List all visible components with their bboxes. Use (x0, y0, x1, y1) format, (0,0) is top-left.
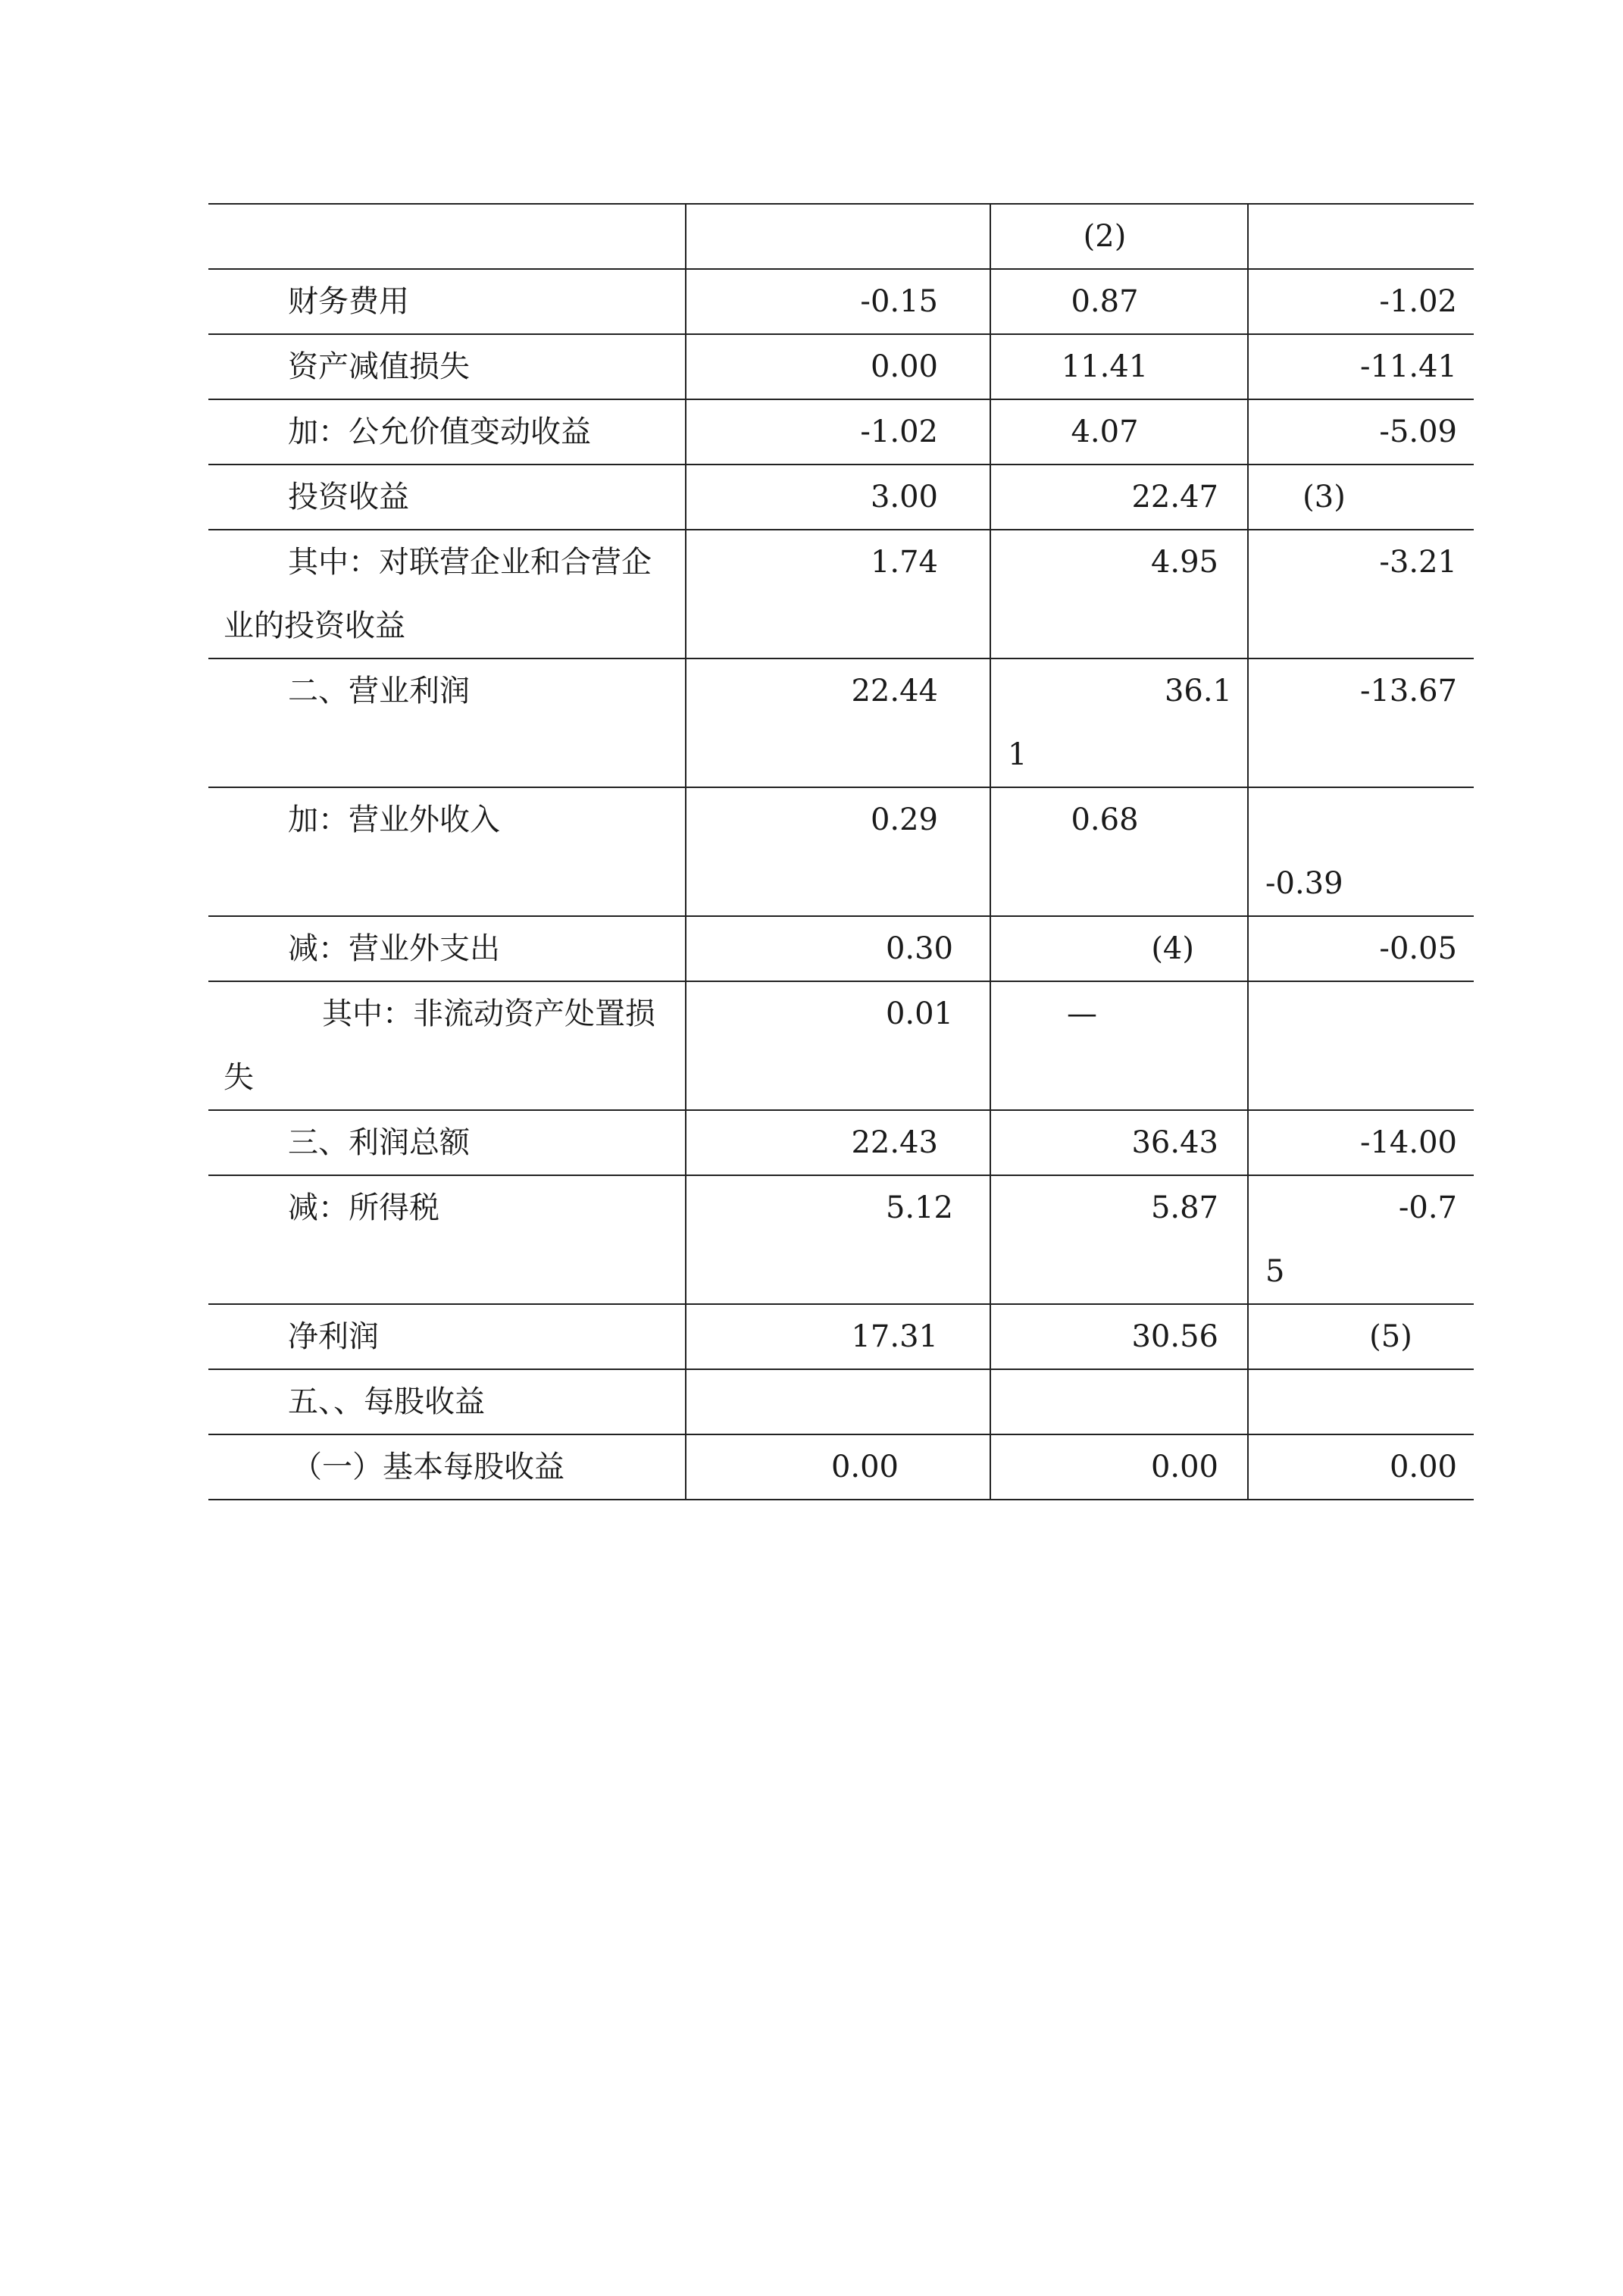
row-value-col3: 0.00 (1248, 1434, 1474, 1500)
row-value-col3: (5) (1248, 1304, 1474, 1369)
row-value-col3-part2: 5 (1265, 1254, 1285, 1289)
row-value-col1: -1.02 (686, 399, 990, 465)
row-value-col3: -3.21 (1248, 530, 1474, 658)
row-label: 减：营业外支出 (208, 916, 686, 981)
row-label: 净利润 (208, 1304, 686, 1369)
row-label: 其中：对联营企业和合营企业的投资收益 (208, 530, 686, 658)
header-col2: (2) (990, 204, 1248, 269)
row-value-col1: 0.00 (686, 334, 990, 399)
row-value-col1: 5.12 (686, 1175, 990, 1304)
row-value-col2 (990, 658, 1248, 787)
row-value-col3: -0.05 (1248, 916, 1474, 981)
row-value-col1: 22.43 (686, 1110, 990, 1175)
row-value-col2: — (990, 981, 1248, 1110)
row-value-col1: 22.44 (686, 658, 990, 787)
row-value-col3: -1.02 (1248, 269, 1474, 334)
header-col1 (686, 204, 990, 269)
table-row (208, 1175, 1474, 1304)
row-value-col3: -14.00 (1248, 1110, 1474, 1175)
table-row (208, 916, 1474, 981)
header-label-cell (208, 204, 686, 269)
table-row (208, 1304, 1474, 1369)
row-value-col1: 3.00 (686, 465, 990, 530)
row-value-col1: 17.31 (686, 1304, 990, 1369)
table-row-header (208, 204, 1474, 269)
row-value-col3 (1248, 787, 1474, 916)
row-value-col2: 0.68 (990, 787, 1248, 916)
row-value-col2: 22.47 (990, 465, 1248, 530)
row-value-col2-part2: 1 (1008, 737, 1027, 772)
row-value-col3: -11.41 (1248, 334, 1474, 399)
table-row (208, 399, 1474, 465)
row-label: 投资收益 (208, 465, 686, 530)
row-label: 减：所得税 (208, 1175, 686, 1304)
row-value-col2: 0.00 (990, 1434, 1248, 1500)
row-value-col2: 36.43 (990, 1110, 1248, 1175)
table-row (208, 1110, 1474, 1175)
row-value-col3 (1248, 981, 1474, 1110)
row-value-col2: 4.07 (990, 399, 1248, 465)
row-label: 三、利润总额 (208, 1110, 686, 1175)
income-statement-table (208, 203, 1474, 1500)
row-label: 二、营业利润 (208, 658, 686, 787)
row-label: 五、、每股收益 (208, 1369, 686, 1434)
row-label: （一）基本每股收益 (208, 1434, 686, 1500)
row-value-col1: 0.00 (686, 1434, 990, 1500)
row-value-col1: 0.29 (686, 787, 990, 916)
row-value-col1: 1.74 (686, 530, 990, 658)
table-row (208, 1369, 1474, 1434)
row-label: 其中：非流动资产处置损失 (208, 981, 686, 1110)
row-value-col2: (4) (990, 916, 1248, 981)
table-row (208, 658, 1474, 787)
row-value-col2: 30.56 (990, 1304, 1248, 1369)
row-value-col1 (686, 1369, 990, 1434)
row-value-col3: -13.67 (1248, 658, 1474, 787)
row-value-col3: -5.09 (1248, 399, 1474, 465)
row-value-col2: 0.87 (990, 269, 1248, 334)
row-value-col1: -0.15 (686, 269, 990, 334)
table-row (208, 465, 1474, 530)
row-value-col1: 0.30 (686, 916, 990, 981)
row-value-col3 (1248, 1175, 1474, 1304)
table-row (208, 269, 1474, 334)
row-value-col3-text: -0.39 (1265, 866, 1343, 901)
row-value-col2-part1: 36.1 (1164, 674, 1232, 709)
row-label: 资产减值损失 (208, 334, 686, 399)
table-row (208, 981, 1474, 1110)
row-value-col2 (990, 1369, 1248, 1434)
row-value-col2: 11.41 (990, 334, 1248, 399)
table-row (208, 334, 1474, 399)
table-row (208, 1434, 1474, 1500)
table-row (208, 530, 1474, 658)
row-label: 加：营业外收入 (208, 787, 686, 916)
row-value-col2: 4.95 (990, 530, 1248, 658)
row-value-col1: 0.01 (686, 981, 990, 1110)
row-value-col3-part1: -0.7 (1398, 1190, 1457, 1225)
row-value-col3: (3) (1248, 465, 1474, 530)
row-label: 财务费用 (208, 269, 686, 334)
header-col3 (1248, 204, 1474, 269)
table-row (208, 787, 1474, 916)
row-value-col2: 5.87 (990, 1175, 1248, 1304)
row-label: 加：公允价值变动收益 (208, 399, 686, 465)
row-value-col3 (1248, 1369, 1474, 1434)
